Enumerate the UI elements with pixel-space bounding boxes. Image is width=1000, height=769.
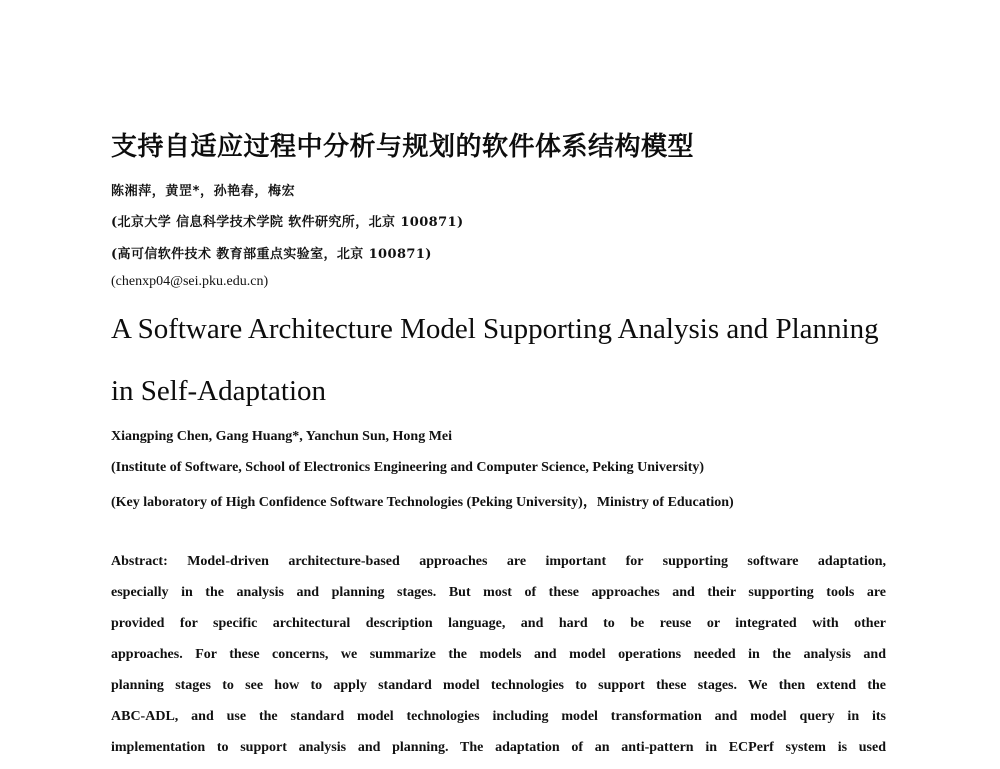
chinese-affiliation-1: (北京大学 信息科学技术学院 软件研究所，北京 100871) bbox=[111, 215, 464, 230]
abstract-label: Abstract: bbox=[111, 554, 168, 569]
english-affiliation-2: (Key laboratory of High Confidence Software Technologies (Peking University)，Ministry of Education) bbox=[111, 495, 734, 510]
chinese-title: 支持自适应过程中分析与规划的软件体系结构模型 bbox=[111, 132, 695, 162]
abstract-line: implementation to support analysis and planning. The adaptation of an anti-pattern in ECPerf system is used bbox=[111, 740, 886, 755]
abstract-line: approaches. For these concerns, we summarize the models and model operations needed in the analysis and bbox=[111, 647, 886, 662]
abstract-line bbox=[111, 552, 886, 583]
abstract-line: planning stages to see how to apply standard model technologies to support these stages. We then extend the bbox=[111, 678, 886, 693]
abstract-line: provided for specific architectural description language, and hard to be reuse or integrated with other bbox=[111, 616, 886, 631]
english-affiliation-1: (Institute of Software, School of Electronics Engineering and Computer Science, Peking University) bbox=[111, 460, 705, 475]
abstract-line: ABC-ADL, and use the standard model technologies including model transformation and model query in its bbox=[111, 709, 886, 724]
abstract bbox=[111, 552, 886, 769]
author-email: (chenxp04@sei.pku.edu.cn) bbox=[111, 274, 269, 289]
abstract-line: especially in the analysis and planning stages. But most of these approaches and their supporting tools are bbox=[111, 585, 886, 600]
english-title-line-1: A Software Architecture Model Supporting Analysis and Planning bbox=[111, 313, 879, 345]
chinese-affiliation-2: (高可信软件技术 教育部重点实验室，北京 100871) bbox=[111, 247, 432, 262]
english-authors: Xiangping Chen, Gang Huang*, Yanchun Sun, Hong Mei bbox=[111, 429, 453, 444]
abstract-line-text: Model-driven architecture-based approaches are important for supporting software adaptation, bbox=[187, 554, 886, 569]
chinese-authors: 陈湘萍，黄罡*，孙艳春，梅宏 bbox=[111, 184, 296, 199]
english-title-line-2: in Self-Adaptation bbox=[111, 375, 327, 407]
